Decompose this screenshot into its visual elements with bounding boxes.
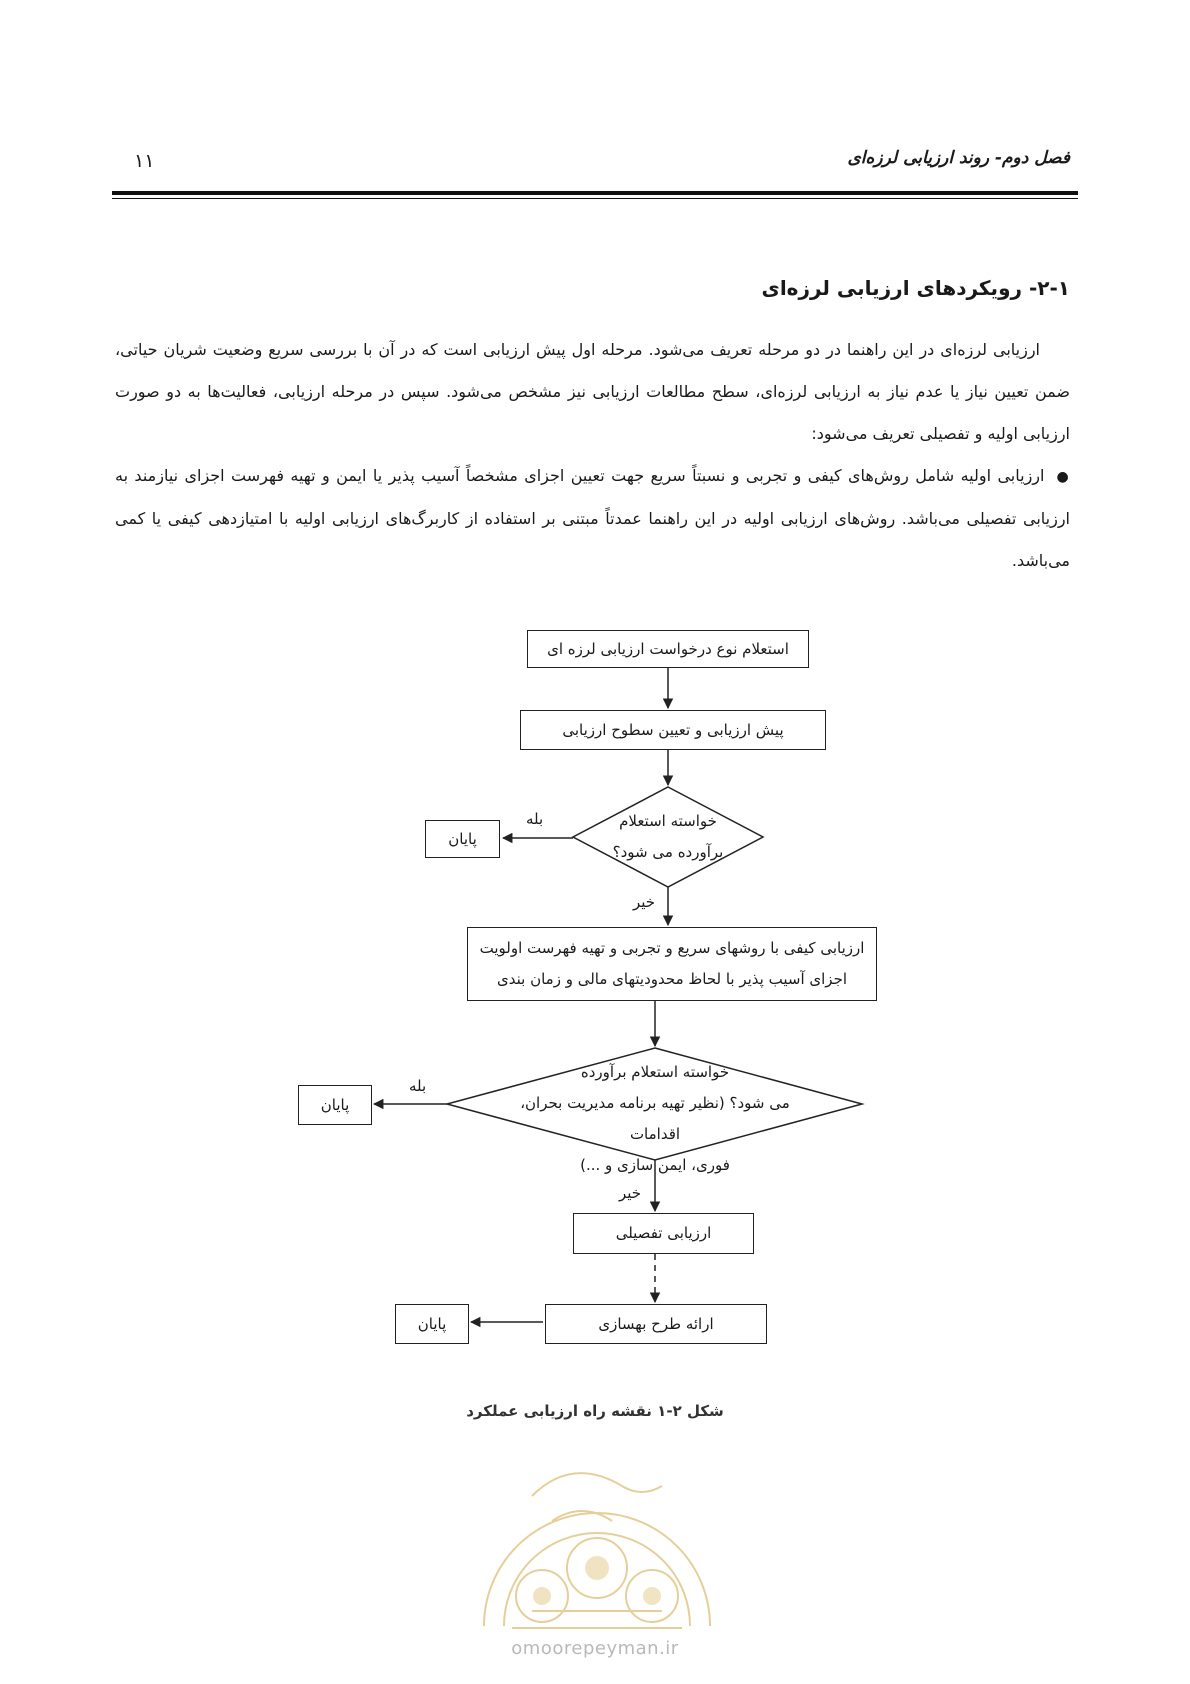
decision-1-line-2: برآورده می شود؟ xyxy=(612,843,724,861)
chapter-header-title: فصل دوم- روند ارزیابی لرزه‌ای xyxy=(847,148,1070,168)
flow-step-retrofit-plan: ارائه طرح بهسازی xyxy=(545,1304,767,1344)
section-heading: ۲-۱- رویکردهای ارزیابی لرزه‌ای xyxy=(761,276,1070,300)
flow-end-1: پایان xyxy=(425,820,500,858)
step-3-line-2: اجزای آسیب پذیر با لحاظ محدودیتهای مالی و زمان بندی xyxy=(497,970,848,988)
decision-2-line-3: فوری، ایمن سازی و ...) xyxy=(580,1156,730,1174)
bullet-icon: ● xyxy=(1056,469,1070,485)
yes-label-1: بله xyxy=(526,810,544,828)
flow-step-inquiry: استعلام نوع درخواست ارزیابی لرزه ای xyxy=(527,630,809,668)
no-label-1: خیر xyxy=(633,893,656,911)
page-number: ۱۱ xyxy=(134,150,155,172)
flow-step-detailed-assessment: ارزیابی تفصیلی xyxy=(573,1213,754,1254)
decision-2-line-2: می شود؟ (نظیر تهیه برنامه مدیریت بحران، اقدامات xyxy=(520,1094,790,1143)
watermark-seal-logo xyxy=(472,1436,722,1636)
flow-step-qualitative-assessment xyxy=(467,927,877,1001)
flow-step-pre-assessment: پیش ارزیابی و تعیین سطوح ارزیابی xyxy=(520,710,826,750)
body-paragraph: ارزیابی لرزه‌ای در این راهنما در دو مرحله تعریف می‌شود. مرحله اول پیش ارزیابی است که در آن با بررسی سریع وضعیت شریان حیاتی، ضمن تعیین نیاز یا عدم نیاز به ارزیابی لرزه‌ای، سطح مطالعات ارزیابی نیز مشخص می‌شود. سپس در مرحله ارزیابی، فعالیت‌ها به دو صورت ارزیابی اولیه و تفصیلی تعریف می‌شود: xyxy=(115,340,1070,443)
decision-1-line-1: خواسته استعلام xyxy=(619,812,717,830)
flow-end-2: پایان xyxy=(298,1085,372,1125)
figure-caption: شکل ۲-۱ نقشه راه ارزیابی عملکرد xyxy=(466,1402,724,1420)
watermark-url: omoorepeyman.ir xyxy=(511,1638,679,1659)
decision-2-text xyxy=(520,1057,790,1181)
decision-2-line-1: خواسته استعلام برآورده xyxy=(580,1063,730,1081)
yes-label-2: بله xyxy=(409,1077,427,1095)
flow-end-3: پایان xyxy=(395,1304,469,1344)
step-3-line-1: ارزیابی کیفی با روشهای سریع و تجربی و تهیه فهرست اولویت xyxy=(479,939,865,957)
decision-1-text xyxy=(593,806,743,868)
bullet-text: ارزیابی اولیه شامل روش‌های کیفی و تجربی و نسبتاً سریع جهت تعیین اجزای مشخصاً آسیب پذیر یا ایمن و تهیه فهرست اجزای نیازمند به ارزیابی تفصیلی می‌باشد. روش‌های ارزیابی اولیه در این راهنما عمدتاً مبتنی بر استفاده از کاربرگ‌های ارزیابی اولیه با امتیازدهی کیفی یا کمی می‌باشد. xyxy=(115,466,1070,570)
no-label-2: خیر xyxy=(619,1184,642,1202)
